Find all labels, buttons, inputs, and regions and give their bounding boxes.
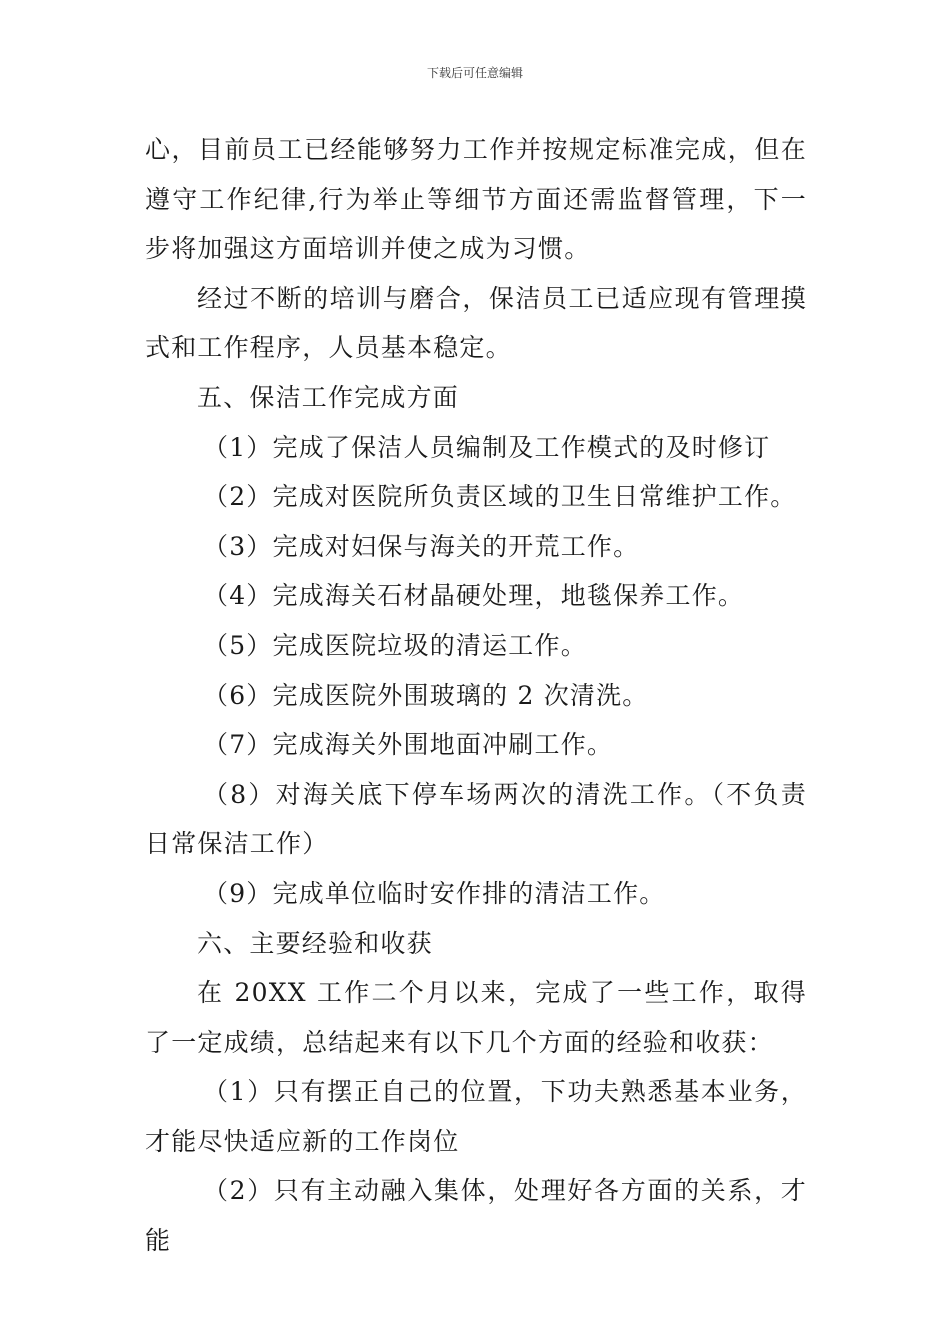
section-heading: 六、主要经验和收获 — [197, 928, 433, 958]
page-header: 下载后可任意编辑 — [426, 66, 523, 80]
list-item: （1）只有摆正自己的位置，下功夫熟悉基本业务，才能尽快适应新的工作岗位 — [145, 1077, 807, 1156]
section-heading: 五、保洁工作完成方面 — [197, 382, 460, 412]
list-item: （1）完成了保洁人员编制及工作模式的及时修订 — [203, 432, 771, 462]
list-item: （9）完成单位临时安作排的清洁工作。 — [203, 878, 666, 908]
list-item: （3）完成对妇保与海关的开荒工作。 — [203, 531, 640, 561]
list-item: （8）对海关底下停车场两次的清洗工作。（不负责日常保洁工作） — [145, 779, 807, 859]
list-item: （2）只有主动融入集体，处理好各方面的关系，才能 — [145, 1176, 807, 1256]
list-item: （6）完成医院外围玻璃的 2 次清洗。 — [203, 680, 649, 710]
paragraph: 经过不断的培训与磨合，保洁员工已适应现有管理摸式和工作程序，人员基本稳定。 — [145, 283, 807, 363]
list-item: （5）完成医院垃圾的清运工作。 — [203, 630, 587, 660]
list-item: （7）完成海关外围地面冲刷工作。 — [203, 730, 614, 760]
document-body — [145, 125, 807, 1266]
list-item: （2）完成对医院所负责区域的卫生日常维护工作。 — [203, 482, 797, 512]
paragraph: 在 20XX 工作二个月以来，完成了一些工作，取得了一定成绩，总结起来有以下几个方面的经验和收获： — [145, 978, 807, 1057]
paragraph-continued: 心，目前员工已经能够努力工作并按规定标准完成，但在遵守工作纪律,行为举止等细节方面还需监督管理，下一步将加强这方面培训并使之成为习惯。 — [145, 135, 807, 264]
list-item: （4）完成海关石材晶硬处理，地毯保养工作。 — [203, 581, 745, 611]
